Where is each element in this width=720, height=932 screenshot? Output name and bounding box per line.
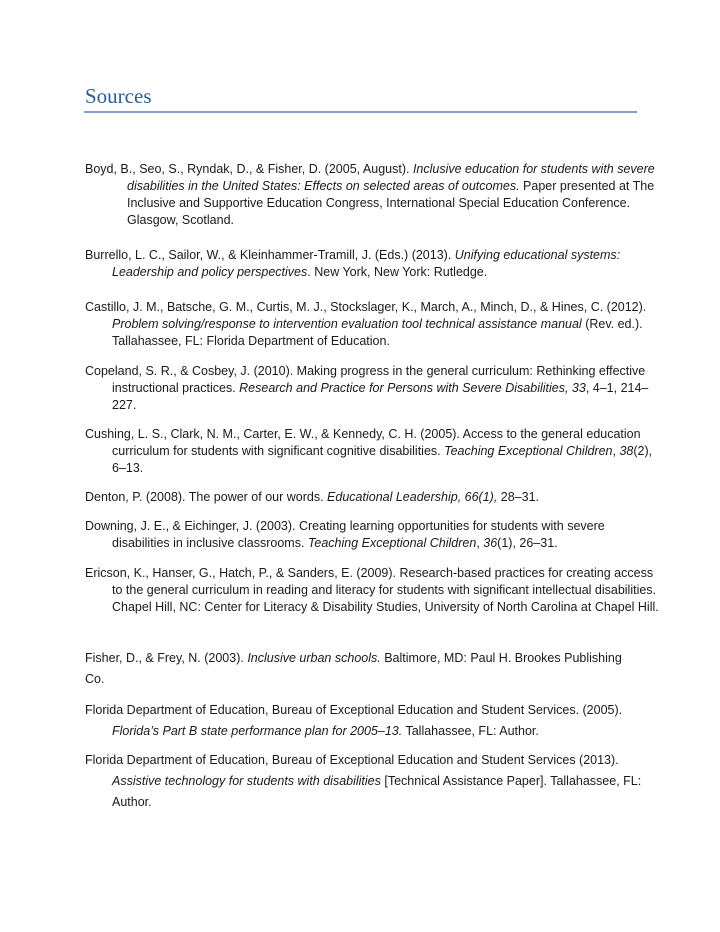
page-title: Sources (85, 84, 152, 108)
heading-divider (84, 111, 637, 113)
reference-item: Copeland, S. R., & Cosbey, J. (2010). Making progress in the general curriculum: Rethinking effective instructional practices. Research and Practice for Persons with Severe Disabilities, 33, 4–1, 214–227. (85, 364, 649, 412)
reference-item: Downing, J. E., & Eichinger, J. (2003). Creating learning opportunities for students with severe disabilities in inclusive classrooms. Teaching Exceptional Children, 36(1), 26–31. (85, 519, 605, 550)
reference-item: Denton, P. (2008). The power of our words. Educational Leadership, 66(1), 28–31. (85, 490, 540, 504)
reference-item: Castillo, J. M., Batsche, G. M., Curtis, M. J., Stockslager, K., March, A., Minch, D., & Hines, C. (2012). Problem solving/response to intervention evaluation tool technical assistance manual (Rev. ed.). Tallahassee, FL: Florida Department of Education. (85, 300, 647, 348)
reference-item: Burrello, L. C., Sailor, W., & Kleinhammer-Tramill, J. (Eds.) (2013). Unifying educational systems: Leadership and policy perspectives. New York, New York: Rutledge. (85, 248, 621, 279)
reference-item: Boyd, B., Seo, S., Ryndak, D., & Fisher, D. (2005, August). Inclusive education for students with severe disabilities in the United States: Effects on selected areas of outcomes. Paper presented at The Inclusive and Supportive Education Congress, International Special Education Conference. Glasgow, Scotland. (85, 162, 655, 227)
reference-item: Fisher, D., & Frey, N. (2003). Inclusive urban schools. Baltimore, MD: Paul H. Brookes Publishing Co. (85, 651, 622, 686)
reference-item: Cushing, L. S., Clark, N. M., Carter, E. W., & Kennedy, C. H. (2005). Access to the general education curriculum for students with significant cognitive disabilities. Teaching Exceptional Children, 38(2), 6–13. (85, 427, 653, 475)
reference-item: Ericson, K., Hanser, G., Hatch, P., & Sanders, E. (2009). Research-based practices for creating access to the general curriculum in reading and literacy for students with significant intellectual disabilities. Chapel Hill, NC: Center for Literacy & Disability Studies, University of North Carolina at Chapel Hill. (85, 566, 659, 614)
reference-item: Florida Department of Education, Bureau of Exceptional Education and Student Services. (2005). Florida’s Part B state performance plan for 2005–13. Tallahassee, FL: Author. (85, 703, 623, 738)
reference-item: Florida Department of Education, Bureau of Exceptional Education and Student Services (2013). Assistive technology for students with disabilities [Technical Assistance Paper]. Tallahassee, FL: Author. (85, 753, 642, 809)
